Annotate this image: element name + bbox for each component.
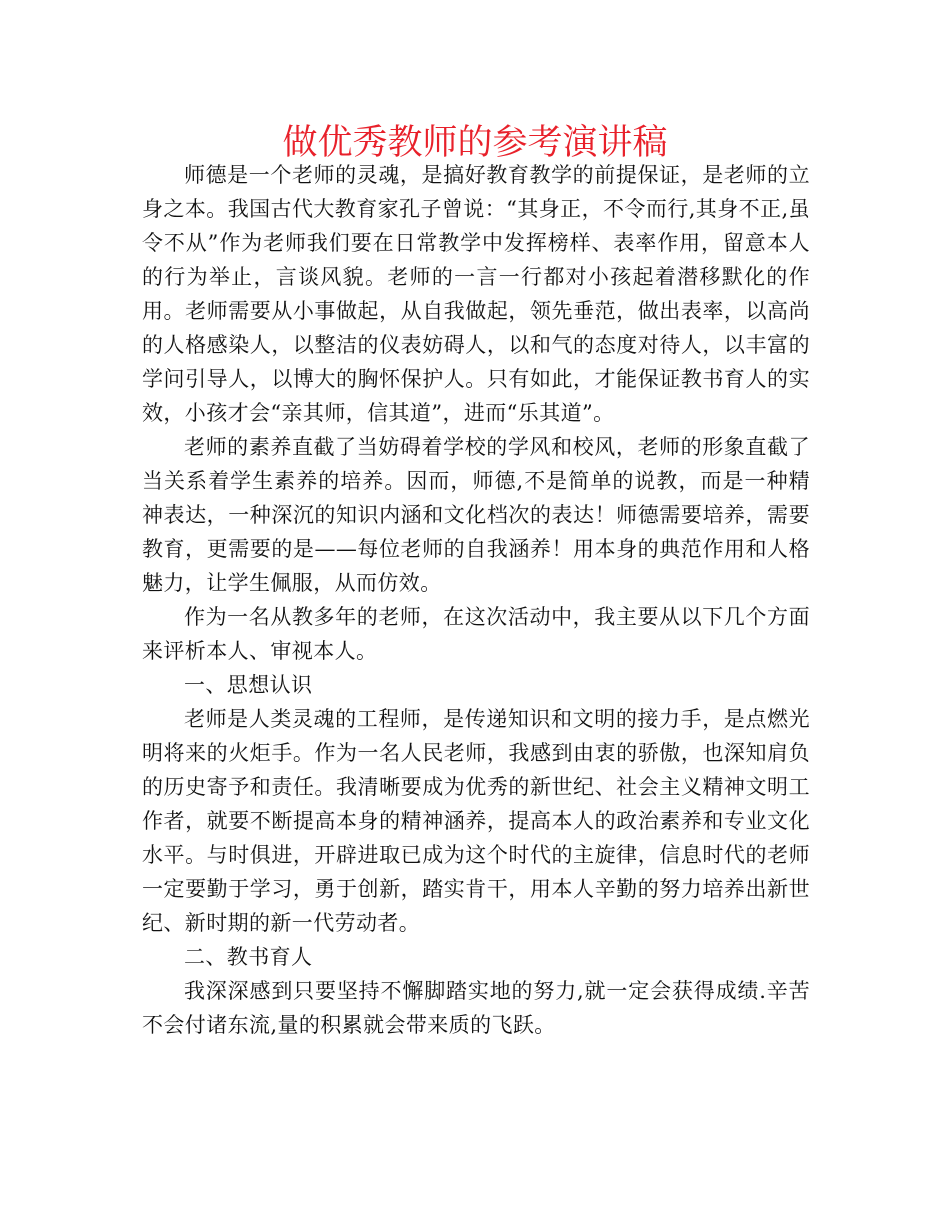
paragraph: 老师的素养直截了当妨碍着学校的学风和校风，老师的形象直截了当关系着学生素养的培养。因而，师德,不是简单的说教，而是一种精神表达，一种深沉的知识内涵和文化档次的表达！师德需要培养，需要教育，更需要的是——每位老师的自我涵养！用本身的典范作用和人格魅力，让学生佩服，从而仿效。 — [142, 435, 810, 595]
paragraph: 师德是一个老师的灵魂，是搞好教育教学的前提保证，是老师的立身之本。我国古代大教育家孔子曾说：“其身正，不令而行,其身不正,虽令不从”作为老师我们要在日常教学中发挥榜样、表率作用，留意本人的行为举止，言谈风貌。老师的一言一行都对小孩起着潜移默化的作用。老师需要从小事做起，从自我做起，领先垂范，做出表率，以高尚的人格感染人，以整洁的仪表妨碍人，以和气的态度对待人，以丰富的学问引导人，以博大的胸怀保护人。只有如此，才能保证教书育人的实效，小孩才会“亲其师，信其道”，进而“乐其道”。 — [142, 163, 810, 425]
paragraph: 我深深感到只要坚持不懈脚踏实地的努力,就一定会获得成绩.辛苦不会付诸东流,量的积累就会带来质的飞跃。 — [142, 979, 810, 1037]
section-heading: 二、教书育人 — [184, 945, 313, 969]
paragraph: 作为一名从教多年的老师，在这次活动中，我主要从以下几个方面来评析本人、审视本人。 — [142, 605, 810, 663]
section-heading: 一、思想认识 — [184, 673, 313, 697]
document-title: 做优秀教师的参考演讲稿 — [282, 123, 668, 163]
paragraph: 老师是人类灵魂的工程师，是传递知识和文明的接力手，是点燃光明将来的火炬手。作为一名人民老师，我感到由衷的骄傲，也深知肩负的历史寄予和责任。我清晰要成为优秀的新世纪、社会主义精神文明工作者，就要不断提高本身的精神涵养，提高本人的政治素养和专业文化水平。与时俱进，开辟进取已成为这个时代的主旋律，信息时代的老师一定要勤于学习，勇于创新，踏实肯干，用本人辛勤的努力培养出新世纪、新时期的新一代劳动者。 — [142, 707, 810, 935]
document-body — [142, 158, 810, 1042]
